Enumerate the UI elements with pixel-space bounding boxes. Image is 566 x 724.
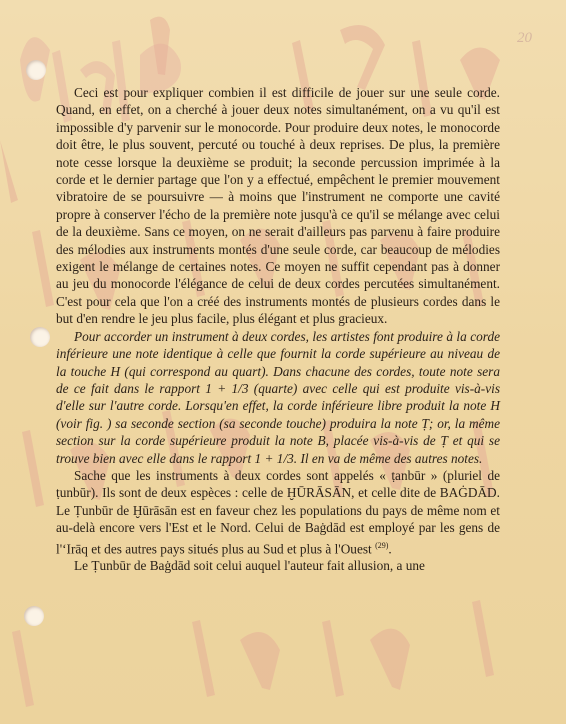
paragraph-3 xyxy=(56,467,500,557)
footnote-ref-29[interactable]: (29) xyxy=(375,540,389,550)
paragraph-4: Le Ṭunbūr de Baġdād soit celui auquel l'auteur fait allusion, a une xyxy=(74,558,425,574)
page-corner-mark: 20 xyxy=(517,30,532,46)
punch-hole-bottom xyxy=(24,606,44,626)
body-text xyxy=(56,84,500,575)
paragraph-3-end: . xyxy=(388,540,392,556)
paragraph-3-text: Sache que les instruments à deux cordes sont appelés « ṭanbūr » (pluriel de ṭunbūr). Ils sont de deux espèces : celle de ḪŪRĀSĀN, et celle dite de BAĠDĀD. Le Ṭunbūr de Ḫūrāsān est en faveur chez les populations du pays de même nom et au-delà encore vers l'Est et le Nord. Celui de Baġdād est employé par les gens de l'‘Irāq et des autres pays situés plus au Sud et plus à l'Ouest xyxy=(56,467,500,556)
paragraph-1: Ceci est pour expliquer combien il est difficile de jouer sur une seule corde. Quand, en effet, on a cherché à jouer deux notes simultanément, on a vu qu'il est impossible d'y parvenir sur le monocorde. Pour produire deux notes, le monocorde doit être, le plus souvent, percuté ou touché à deux reprises. De plus, la première note cesse lorsque la deuxième se produit; la seconde percussion imprimée à la corde et le dernier partage que l'on y a effectué, empêchent le premier mouvement vibratoire de se poursuivre — à moins que l'instrument ne comporte une cavité propre à conserver l'écho de la première note jusqu'à ce qu'il se mélange avec celui de la deuxième. Sans ce moyen, on ne serait d'ailleurs pas parvenu à faire produire des mélodies aux instruments montés d'une seule corde, car beaucoup de mélodies exigent le mélange de certaines notes. Ce moyen ne suffit cependant pas à donner au jeu du monocorde l'élégance de celui de deux cordes percutées simultanément. C'est pour cela que l'on a créé des instruments montés de plusieurs cordes dans le but d'en rendre le jeu plus facile, plus élégant et plus gracieux. xyxy=(56,85,500,327)
paragraph-2-italic: Pour accorder un instrument à deux cordes, les artistes font produire à la corde inférieure une note identique à celle que fournit la corde supérieure au niveau de la touche H (qui correspond au quart). Dans chacune des cordes, toute note sera de ce fait dans le rapport 1 + 1/3 (quarte) avec celle qui est produite vis-à-vis d'elle sur l'autre corde. Lorsqu'en effet, la corde inférieure libre produit la note H (voir fig. ) sa seconde section (sa seconde touche) produira la note Ṭ; or, la même section sur la corde supérieure produit la note B, placée vis-à-vis de Ṭ et qui se trouve bien avec elle dans le rapport 1 + 1/3. Il en va de même des autres notes. xyxy=(56,328,500,466)
punch-hole-middle xyxy=(30,327,50,347)
punch-hole-top xyxy=(26,60,46,80)
